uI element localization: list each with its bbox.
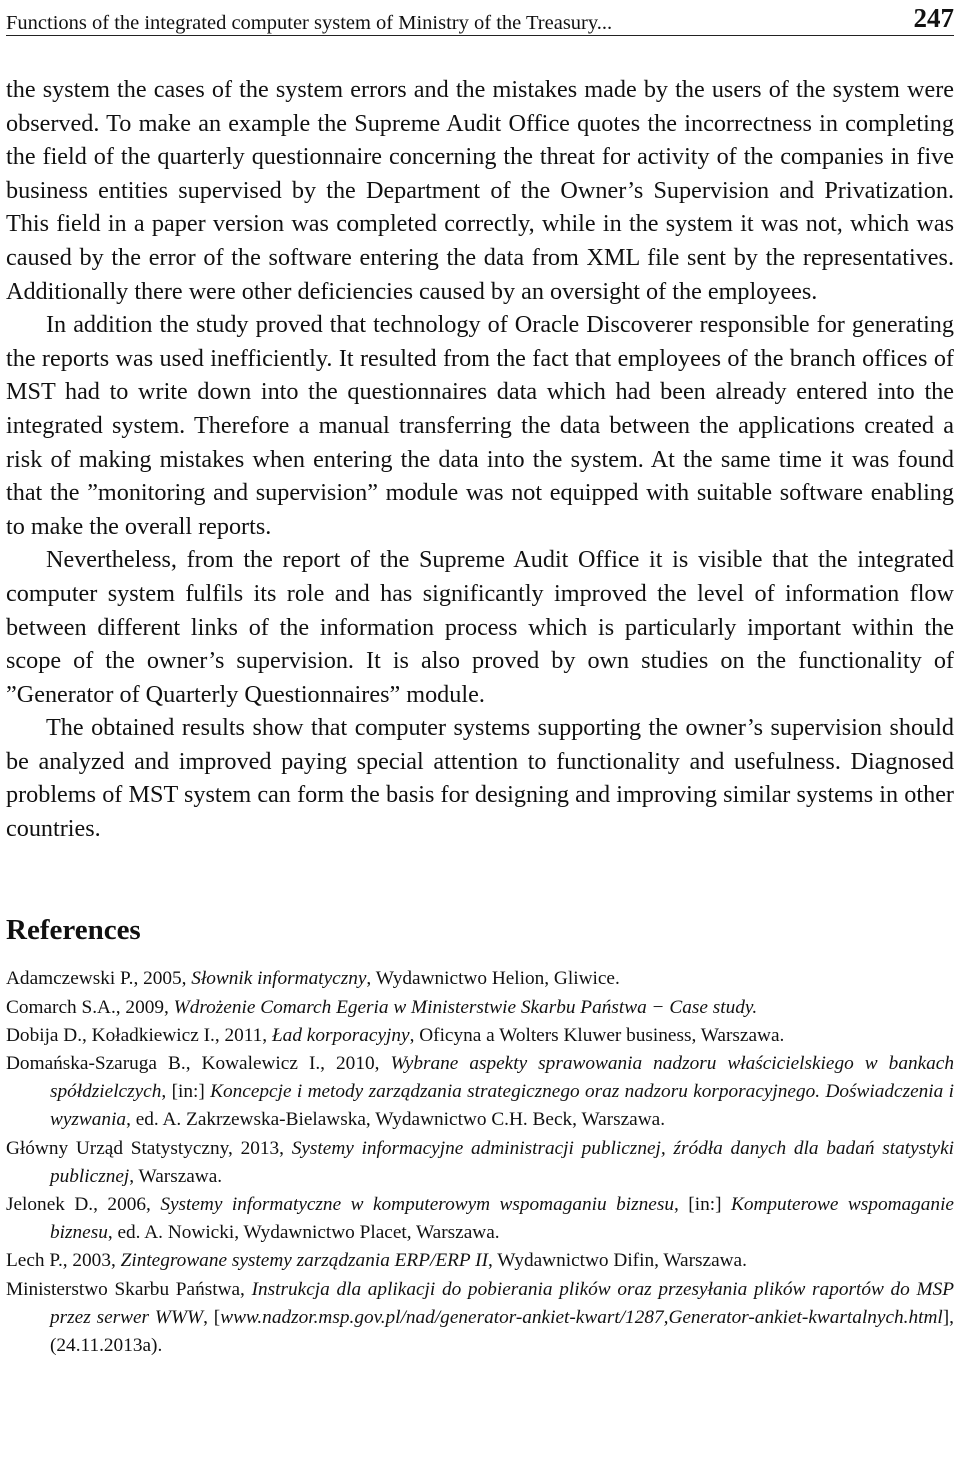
reference-item	[6, 1247, 954, 1275]
ref-title: Wdrożenie Comarch Egeria w Ministerstwie Skarbu Państwa − Case study.	[173, 996, 758, 1018]
ref-text: , ed. A. Nowicki, Wydawnictwo Placet, Warszawa.	[107, 1222, 500, 1244]
ref-text: , Warszawa.	[129, 1165, 223, 1187]
ref-title: Systemy informatyczne w komputerowym wspomaganiu biznesu	[160, 1194, 674, 1216]
paragraph: the system the cases of the system errors and the mistakes made by the users of the system were observed. To make an example the Supreme Audit Office quotes the incorrectness in completing the field of the quarterly questionnaire concerning the threat for activity of the companies in five business entities supervised by the Department of the Owner’s Supervision and Privatization. This field in a paper version was completed correctly, while in the system it was not, which was caused by the error of the software entering the data from XML file sent by the representatives. Additionally there were other deficiencies caused by an oversight of the employees.	[6, 76, 954, 305]
reference-item	[6, 965, 954, 993]
ref-text: Ministerstwo Skarbu Państwa,	[6, 1278, 252, 1300]
body-text	[6, 73, 954, 846]
references-heading: References	[6, 913, 141, 946]
ref-text: Lech P., 2003,	[6, 1250, 121, 1272]
ref-text: Adamczewski P., 2005,	[6, 968, 192, 990]
reference-item	[6, 1022, 954, 1050]
ref-title: Komputerowe wspomaganie biznesu	[50, 1194, 954, 1244]
ref-text: Dobija D., Koładkiewicz I., 2011,	[6, 1024, 272, 1046]
ref-text: , [	[203, 1306, 221, 1328]
ref-text: , [in:]	[674, 1194, 731, 1216]
ref-text: Comarch S.A., 2009,	[6, 996, 174, 1018]
ref-title: www.nadzor.msp.gov.pl/nad/generator-ankiet-kwart/1287,Generator-ankiet-kwartalnych.html	[220, 1306, 943, 1328]
ref-text: Główny Urząd Statystyczny, 2013,	[6, 1137, 292, 1159]
ref-text: Jelonek D., 2006,	[6, 1194, 161, 1216]
ref-title: Wybrane aspekty sprawowania nadzoru właścicielskiego w bankach spółdzielczych	[50, 1053, 954, 1103]
ref-text: , Oficyna a Wolters Kluwer business, Warszawa.	[409, 1024, 785, 1046]
ref-title: Zintegrowane systemy zarządzania ERP/ERP II	[120, 1250, 488, 1272]
ref-text: Domańska-Szaruga B., Kowalewicz I., 2010,	[6, 1053, 391, 1075]
reference-item	[6, 1135, 954, 1191]
reference-item	[6, 1276, 954, 1361]
ref-text: , [in:]	[161, 1081, 211, 1103]
ref-title: Koncepcje i metody zarządzania strategicznego oraz nadzoru korporacyjnego. Doświadczenia i wyzwania	[50, 1081, 954, 1131]
running-title: Functions of the integrated computer system of Ministry of the Treasury...	[6, 12, 613, 34]
ref-title: Systemy informacyjne administracji publicznej, źródła danych dla badań statystyki publicznej	[50, 1137, 954, 1187]
ref-title: Instrukcja dla aplikacji do pobierania plików oraz przesyłania plików raportów do MSP przez serwer WWW	[50, 1278, 955, 1328]
ref-text: , Wydawnictwo Helion, Gliwice.	[366, 968, 620, 990]
ref-title: Słownik informatyczny	[191, 968, 367, 990]
reference-item	[6, 1050, 954, 1135]
paragraph: In addition the study proved that technology of Oracle Discoverer responsible for generating the reports was used inefficiently. It resulted from the fact that employees of the branch offices of MST had to write down into the questionnaires data which had been already entered into the integrated system. Therefore a manual transferring the data between the applications created a risk of making mistakes when entering the data into the system. At the same time it was found that the ”monitoring and supervision” module was not equipped with suitable software enabling to make the overall reports.	[6, 311, 954, 540]
ref-text: , Wydawnictwo Difin, Warszawa.	[488, 1250, 747, 1272]
paragraph: Nevertheless, from the report of the Supreme Audit Office it is visible that the integrated computer system fulfils its role and has significantly improved the level of information flow between different links of the information process which is particularly important within the scope of the owner’s supervision. It is also proved by own studies on the functionality of ”Generator of Quarterly Questionnaires” module.	[6, 546, 954, 708]
references-list	[6, 965, 954, 1360]
page-number: 247	[913, 3, 954, 33]
ref-text: , ed. A. Zakrzewska-Bielawska, Wydawnictwo C.H. Beck, Warszawa.	[126, 1109, 666, 1131]
reference-item	[6, 994, 954, 1022]
paragraph: The obtained results show that computer systems supporting the owner’s supervision should be analyzed and improved paying special attention to functionality and usefulness. Diagnosed problems of MST system can form the basis for designing and improving similar systems in other countries.	[6, 714, 954, 843]
running-header	[6, 0, 954, 36]
ref-text: ], (24.11.2013a).	[50, 1306, 954, 1357]
ref-title: Ład korporacyjny	[271, 1024, 410, 1046]
reference-item	[6, 1191, 954, 1247]
